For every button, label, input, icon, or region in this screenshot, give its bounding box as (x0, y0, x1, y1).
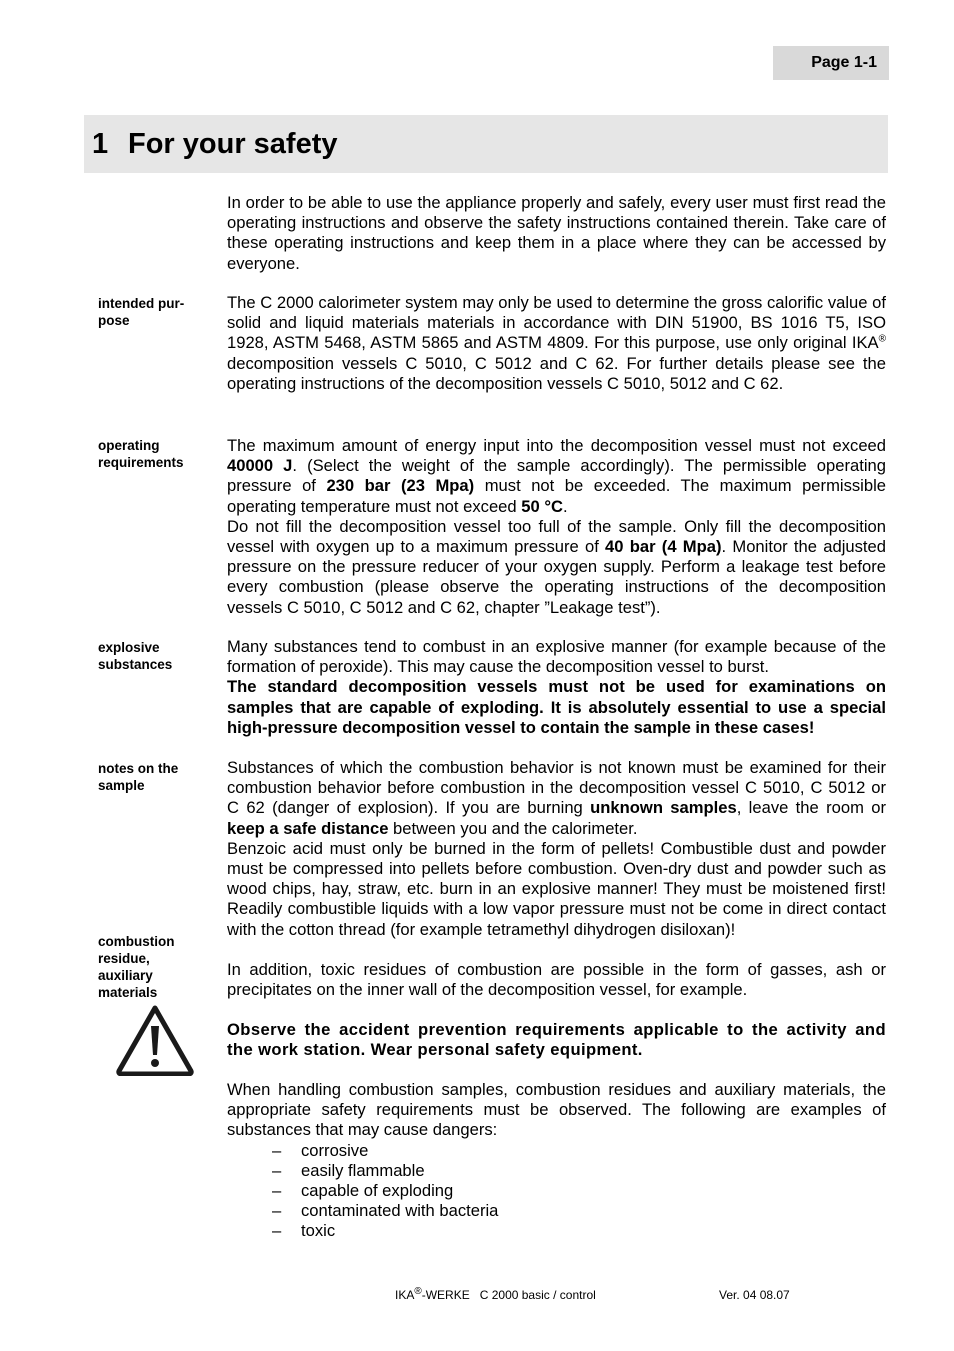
margin-label-operating-requirements: operating requirements (98, 438, 184, 470)
margin-label-explosive-substances: explosive substances (98, 640, 173, 672)
danger-list (227, 1141, 886, 1242)
intro-paragraph (227, 193, 886, 274)
unknown-samples: unknown samples (590, 798, 737, 818)
footer-brand-name: IKA (395, 1288, 415, 1302)
safety-equipment-text: Observe the accident prevention requirements applicable to the activity and the work station. Wear personal safety equipment. (227, 1020, 886, 1060)
operating-t3: must not be exceeded. The maximum permissible operating temperature must not exceed (227, 476, 886, 516)
notes-t3: between you and the calorimeter. (388, 818, 638, 838)
handling-paragraph (227, 1080, 886, 1242)
oxygen-pressure-limit: 40 bar (4 Mpa) (605, 537, 722, 557)
operating-t4: . (562, 496, 568, 516)
explosive-substances-paragraph (227, 637, 886, 738)
page-number-badge (773, 46, 889, 80)
residue-text: In addition, toxic residues of combustion are possible in the form of gasses, ash or precipitates on the inner wall of the decomposition vessel, for example. (227, 960, 886, 1000)
list-item: – corrosive (227, 1141, 886, 1161)
footer-registered-mark: ® (414, 1286, 422, 1297)
notes-text-a (227, 758, 886, 839)
explosive-text: Many substances tend to combust in an explosive manner (for example because of the formation of peroxide). This may cause the decomposition vessel to burst. (227, 637, 886, 677)
operating-t1: The maximum amount of energy input into the decomposition vessel must not exceed (227, 436, 886, 455)
operating-text-b (227, 517, 886, 618)
intro-text: In order to be able to use the appliance properly and safely, every user must first read the operating instructions and observe the safety instructions contained therein. Take care of these operating instructions and keep them in a place where they can be accessed by everyone. (227, 193, 886, 273)
list-item: – easily flammable (227, 1161, 886, 1181)
explosive-warning-text: The standard decomposition vessels must not be used for examinations on samples that are capable of exploding. It is absolutely essential to use a special high-pressure decomposition vessel to contain the sample in these cases! (227, 677, 886, 737)
operating-t5: Do not fill the decomposition vessel too full of the sample. Only fill the decomposition vessel with oxygen up to a maximum pressure of (227, 516, 886, 557)
operating-t2: . (Select the weight of the sample accordingly). The permissible operating pressure of (227, 456, 887, 496)
page-number-label: Page 1-1 (811, 54, 877, 71)
chapter-number: 1 (92, 127, 109, 160)
notes-on-sample-paragraph (227, 758, 886, 940)
chapter-title: For your safety (128, 127, 338, 160)
list-item: – toxic (227, 1221, 886, 1241)
energy-limit: 40000 J (227, 456, 293, 476)
operating-t6: . Monitor the adjusted pressure on the pressure reducer of your oxygen supply. Perform a leakage test before every combustion (please observe the operating instructions of the decomposition vessels C 5010, C 5012 and C 62, chapter ”Leakage test”). (227, 537, 886, 617)
operating-text-a (227, 436, 886, 517)
footer-product: -WERKE C 2000 basic / control (421, 1288, 596, 1302)
margin-label-notes-on-sample: notes on the sample (98, 761, 179, 793)
safe-distance: keep a safe distance (227, 818, 389, 838)
intended-purpose-paragraph (227, 293, 886, 394)
chapter-heading (84, 115, 888, 173)
notes-t1: Substances of which the combustion behavior is not known must be examined for their combustion behavior before combustion in the decomposition vessel C 5010, C 5012 or C 62 (danger of explosion). If you are burning (227, 758, 886, 818)
handling-text: When handling combustion samples, combustion residues and auxiliary materials, the appropriate safety requirements must be observed. The following are examples of substances that may cause dangers: (227, 1080, 886, 1140)
notes-t2: , leave the room or (736, 798, 887, 818)
operating-requirements-paragraph (227, 436, 886, 618)
footer-brand (395, 1288, 596, 1302)
pressure-limit: 230 bar (23 Mpa) (326, 476, 475, 496)
intended-purpose-text (227, 293, 886, 394)
warning-triangle-icon (116, 1004, 194, 1076)
list-item: – contaminated with bacteria (227, 1201, 886, 1221)
notes-text-b: Benzoic acid must only be burned in the form of pellets! Combustible dust and powder must be compressed into pellets before combustion. Oven-dry dust and powder such as wood chips, hay, straw, etc. burn in an explosive manner! They must be moistened first! Readily combustible liquids with a low vapor pressure must not be come in direct contact with the cotton thread (for example tetramethyl dihydrogen disiloxan)! (227, 838, 886, 939)
margin-label-intended-purpose: intended pur-pose (98, 296, 185, 328)
footer-version: Ver. 04 08.07 (719, 1288, 790, 1302)
safety-equipment-warning (227, 1020, 886, 1060)
margin-label-combustion-residue: combustion residue, auxiliary materials (98, 934, 175, 1000)
temperature-limit: 50 °C (521, 496, 563, 516)
list-item: – capable of exploding (227, 1181, 886, 1201)
residue-paragraph (227, 960, 886, 1000)
intended-text-2: decomposition vessels C 5010, C 5012 and C 62. For further details please see the operating instructions of the decomposition vessels C 5010, 5012 and C 62. (227, 353, 886, 393)
registered-mark: ® (878, 333, 886, 345)
intended-text-1: The C 2000 calorimeter system may only be used to determine the gross calorific value of solid and liquid materials materials in accordance with DIN 51900, BS 1016 T5, ISO 1928, ASTM 5468, ASTM 5865 and ASTM 4809. For this purpose, use only original IKA (227, 293, 886, 353)
